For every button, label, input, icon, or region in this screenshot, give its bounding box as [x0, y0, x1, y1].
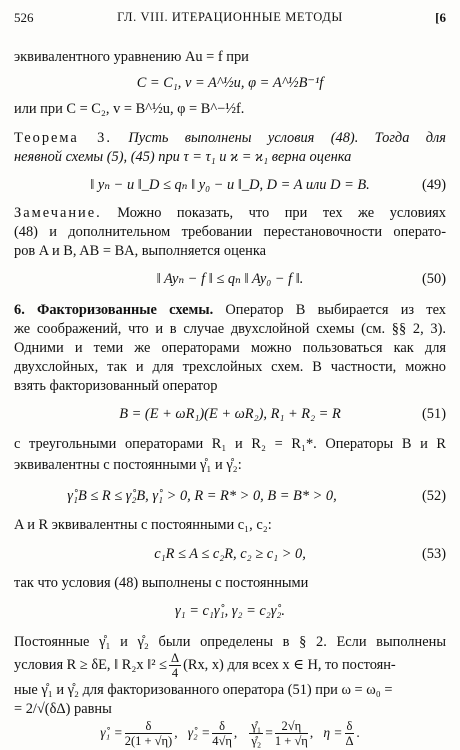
running-header [14, 10, 446, 28]
fraction-denominator: 4√η [212, 734, 232, 749]
fraction [249, 719, 263, 748]
text-line: так что условия (48) выполнены с постоянными [14, 575, 309, 591]
equation-53 [14, 545, 446, 563]
text-line: же соображений, что и в случае двухслойной схемы (см. §§ 2, 3). [14, 321, 446, 337]
formula-line [14, 602, 446, 620]
formula-text: η = [323, 725, 343, 740]
text-line: A и R эквивалентны с постоянными c₁, c₂: [14, 517, 272, 533]
text-line: взять факторизованный оператор [14, 378, 218, 394]
theorem-label: Теорема 3. [14, 130, 112, 146]
fraction-numerator: Δ [171, 651, 180, 666]
formula-row-gamma: γ̊₁ = $\frac{\delta}{2(1 + √\eta)}$ , γ̊₂ = $\frac{\delta}{4√\eta}$ , $\frac{\text{γ̊₁}}{\text{γ̊₂}}$ = $\frac{2√\eta}{1 + √\eta}$ , η = $\frac{\delta}{\Delta}$ . [100, 719, 360, 749]
remark-text: Можно показать, что при тех же условиях [117, 205, 446, 221]
text-line: или при C = C₂, v = B^½u, φ = B^−½f. [14, 101, 245, 117]
page-number: 526 [14, 10, 34, 25]
equation-51 [14, 405, 446, 423]
fraction [345, 719, 355, 748]
running-title: ГЛ. VIII. ИТЕРАЦИОННЫЕ МЕТОДЫ [117, 10, 343, 24]
text-line: ров A и B, AB = BA, выполняется оценка [14, 243, 267, 259]
theorem-heading-line [14, 129, 446, 147]
equation-52 [14, 487, 390, 505]
equation-49 [14, 176, 446, 194]
equation-number: (52) [422, 488, 446, 504]
formula-text: γ̊₂ = [187, 725, 211, 740]
fraction-numerator: δ [346, 719, 353, 734]
section-mark: [6 [435, 10, 446, 25]
formula-line [14, 74, 446, 92]
fraction-denominator: 2(1 + √η) [124, 734, 173, 749]
section-heading-line [14, 301, 446, 319]
theorem-text: Пусть выполнены условия (48). Тогда для [128, 130, 446, 146]
text-line: двухслойных, так и для трехслойных схем. В частности, можно [14, 359, 446, 375]
fraction-denominator: 1 + √η [274, 734, 308, 749]
formula-text: B = (E + ωR₁)(E + ωR₂), R₁ + R₂ = R [119, 406, 341, 422]
text-line: Постоянные γ̊₁ и γ̊₂ были определены в § 2. Если выполнены [14, 634, 446, 650]
text-line-with-fraction [14, 651, 446, 679]
text-line: ные γ̊₁ и γ̊₂ для факторизованного оператора (51) при ω = ω₀ = [14, 682, 393, 698]
equation-50 [14, 270, 446, 288]
theorem-text-line [14, 148, 446, 166]
fraction [212, 719, 232, 748]
theorem-text: неявной схемы (5), (45) при τ = τ₁ и ϰ = ϰ₁ верна оценка [14, 149, 352, 165]
fraction [169, 651, 181, 679]
equation-number: (51) [422, 406, 446, 422]
remark-label: Замечание. [14, 205, 102, 221]
formula-text: γ₁ = c₁γ̊₁, γ₂ = c₂γ̊₂. [174, 603, 286, 619]
text-line: эквивалентны с постоянными γ̊₁ и γ̊₂: [14, 457, 242, 473]
formula-text: ‖ yₙ − u ‖_D ≤ qₙ ‖ y₀ − u ‖_D, D = A или D = B. [90, 177, 370, 193]
text-line: (48) и дополнительном требовании перестановочности операто- [14, 224, 446, 240]
fraction-numerator: 2√η [275, 719, 308, 734]
text-line: = 2/√(δΔ) равны [14, 701, 112, 717]
fraction-numerator: γ̊₁ [251, 719, 262, 734]
equation-number: (49) [422, 177, 446, 193]
formula-text: = [265, 725, 273, 740]
text-segment: (Rx, x) для всех x ∈ H, то постоян- [183, 657, 396, 673]
formula-text: c₁R ≤ A ≤ c₂R, c₂ ≥ c₁ > 0, [154, 546, 306, 562]
equation-number: (50) [422, 271, 446, 287]
section-text: Оператор B выбирается из тех [225, 302, 446, 318]
formula-text: C = C₁, v = A^½u, φ = A^½B⁻¹f [136, 75, 324, 91]
fraction-denominator: γ̊₂ [251, 734, 262, 749]
fraction-denominator: Δ [345, 734, 354, 749]
formula-text: γ̊₁B ≤ R ≤ γ̊₂B, γ̊₁ > 0, R = R* > 0, B = B* > 0, [67, 488, 337, 504]
fraction-numerator: δ [125, 719, 173, 734]
text-line: Одними и теми же операторами можно пользоваться как для [14, 340, 446, 356]
equation-number: (53) [422, 546, 446, 562]
fraction [125, 719, 173, 748]
formula-text: γ̊₁ = [100, 725, 123, 740]
fraction [275, 719, 308, 748]
remark-line [14, 204, 446, 222]
formula-text: ‖ Ayₙ − f ‖ ≤ qₙ ‖ Ay₀ − f ‖. [156, 271, 304, 287]
text-segment: условия R ≥ δE, ‖ R₂x ‖² ≤ [14, 657, 168, 673]
section-heading: 6. Факторизованные схемы. [14, 302, 214, 318]
text-line: эквивалентного уравнению Au = f при [14, 49, 249, 65]
text-line: с треугольными операторами R₁ и R₂ = R₁*. Операторы B и R [14, 436, 446, 452]
fraction-denominator: 4 [171, 666, 179, 679]
formula-text: . [356, 725, 360, 740]
fraction-numerator: δ [212, 719, 232, 734]
